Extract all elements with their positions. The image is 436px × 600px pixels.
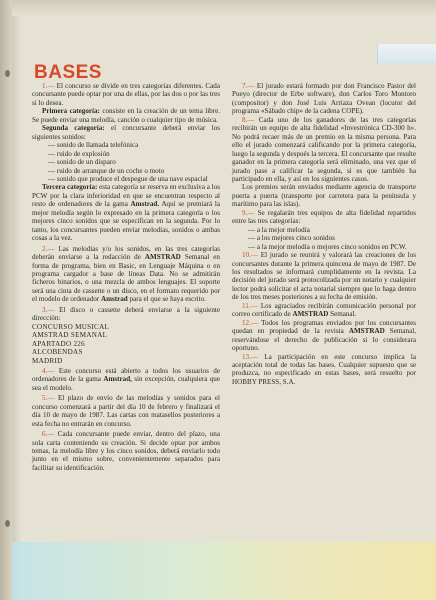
category-label: Segunda categoría: [42, 124, 105, 133]
rule-text: Cada concursante puede enviar, dentro del plazo, una sola carta conteniendo su creación. Si decide optar por ambos temas, la melodía libre y los cinco sonidos, deberá enviarlo todo junto en el mismo sobre, convenientemente separados para facilitar su identificación. [32, 430, 220, 472]
category-label: Primera categoría: [42, 107, 100, 116]
rule-7 [232, 82, 416, 116]
rule-6 [32, 430, 220, 472]
rule-9 [232, 209, 416, 226]
postal-address [32, 323, 220, 365]
rule-number: 6.— [42, 430, 55, 439]
page-title: BASES [34, 62, 102, 83]
rule-text: La participación en este concurso implica la aceptación total de todas las bases. Cualquier supuesto que se produzca, no especificado en estas bases, será resuelto por HOBBY PRESS, S.A. [232, 352, 417, 386]
rule-number: 1.— [42, 82, 55, 90]
rule-text: Los agraciados recibirán comunicación personal por correo certificado de [232, 301, 416, 319]
sound-list [32, 141, 220, 183]
rule-number: 9.— [242, 208, 255, 217]
category-3 [32, 183, 220, 242]
address-line: APARTADO 226 [32, 339, 85, 348]
address-line: CONCURSO MUSICAL [32, 322, 110, 331]
rule-text: Semanal, reservándose el derecho de publicación si lo considerara oportuno. [232, 327, 416, 353]
rule-number: 2.— [42, 244, 55, 253]
rule-text: El concurso se divide en tres categorías diferentes. Cada concursante puede optar por una de ellas, por las dos o por las tres si lo desea. [32, 82, 220, 107]
list-item: — sonido de un disparo [48, 158, 116, 167]
rule-number: 8.— [242, 115, 255, 124]
brand-name: Amstrad. [130, 200, 160, 209]
fold-shadow [12, 0, 22, 600]
rule-text: El jurado estará formado por don Francisco Pastor del Pueyo (director de Erbe software), don Carlos Toro Montoro (compositor) y don José Luis Arriaza Ovean (locutor del programa «Sábado chip» de la cadena COPE). [232, 82, 416, 116]
list-item: — ruido de explosión [48, 149, 110, 158]
binding-hole [5, 70, 10, 77]
rule-number: 4.— [42, 366, 55, 375]
address-line: AMSTRAD SEMANAL [32, 331, 108, 340]
category-text: esta categoría se reserva en exclusiva a los PCW por la clara inferioridad en que se encuentran respecto al resto de ordenadores de la gama [32, 183, 220, 209]
bottom-color-band [12, 542, 436, 600]
category-2 [32, 124, 220, 141]
brand-name: Amstrad [100, 295, 128, 304]
rule-text: El plazo de envío de las melodías y sonidos para el concurso comenzará a partir del día 10 de febrero y finalizará el día 10 de mayo de 1987. Las cartas con matasellos posteriores a esta fecha no entrarán en concurso. [32, 394, 220, 428]
page-top-edge [12, 0, 436, 16]
list-item: — ruido de arranque de un coche o moto [48, 166, 165, 175]
rule-number: 13.— [242, 352, 258, 361]
right-column [232, 82, 416, 386]
rule-text: Los premios serán enviados mediante agencia de transporte puerta a puerta (transporte por carretera para la península y marítimo para las islas). [232, 183, 416, 209]
brand-name: AMSTRAD [292, 310, 329, 319]
list-item: — a los mejores cinco sonidos [248, 234, 335, 243]
page-binding [0, 0, 12, 600]
category-label: Tercera categoría: [42, 183, 98, 192]
rule-13 [232, 353, 416, 387]
category-text: Aquí se premiará la mejor melodía según lo expresado en la primera categoría o los mejores cinco sonidos que se especifican en la segunda. Por lo tanto, los concursantes pueden enviar melodías, sonidos o ambas cosas a la vez. [32, 200, 220, 243]
rule-text: Cada uno de los ganadores de las tres categorías recibirán un equipo de alta fidelidad «Investrónica CD-300 h». No podrá recaer más de un premio en la misma persona. Para ello el jurado comenzará calificando por la primera categoría, luego la segunda y después la tercera. El concursante que resulte ganador en la primera categoría será eliminado, una vez que el jurado pase a calificar la segunda, si es que también ha participado en ella, y así en los siguientes casos. [232, 115, 416, 183]
rule-5 [32, 394, 220, 428]
list-item: — a la mejor melodía [248, 225, 310, 234]
rule-11 [232, 302, 416, 319]
rule-12 [232, 319, 416, 353]
binding-hole [5, 520, 10, 527]
rule-number: 12.— [242, 318, 258, 327]
list-item: — sonido de llamada telefónica [48, 141, 139, 150]
prize-list [232, 226, 416, 251]
list-item: — sonido que produce el despegue de una nave espacial [48, 174, 208, 183]
left-column [32, 82, 220, 472]
brand-name: AMSTRAD [144, 253, 181, 262]
rule-8 [232, 116, 416, 184]
rule-number: 10.— [242, 251, 258, 260]
rule-text: Todos los programas enviados por los concursantes quedan en propiedad de la revista [232, 318, 417, 336]
rule-2 [32, 245, 220, 304]
rule-4 [32, 367, 220, 392]
rule-3 [32, 306, 220, 323]
category-text: el concursante deberá enviar los siguientes sonidos: [32, 124, 220, 141]
address-line: MADRID [32, 356, 63, 365]
rule-number: 3.— [42, 305, 55, 314]
rule-text: Este concurso está abierto a todos los usuarios de ordenadores de la gama [32, 366, 220, 384]
rule-number: 5.— [42, 394, 55, 403]
rule-text: Se regalarán tres equipos de alta fidelidad repartidos entre las tres categorías: [232, 208, 416, 226]
rule-text: Semanal. [330, 310, 357, 319]
prize-shipping [232, 183, 416, 208]
address-line: ALCOBENDAS [32, 348, 83, 357]
category-1 [32, 107, 220, 124]
rule-text: para el que se haya escrito. [129, 295, 206, 304]
rule-text: El jurado se reunirá y valorará las creaciones de los concursantes durante la primera quincena de mayo de 1987. De los resultados se informará cumplidamente en la revista. La decisión del jurado será protocolizada por un notario y cualquier lector podrá solicitar el acta notarial siempre que lo haga dentro de los tres meses posteriores a su fecha de emisión. [232, 251, 416, 302]
rule-text: Semanal en forma de programa, bien en Basic, en Lenguaje Máquina o en programa cargador a base de líneas Data. No se admitirán ficheros binarios, o una mezcla de ambos lenguajes. El soporte será una cinta de cassette o un disco, en el formato requerido por el modelo de ordenador [32, 253, 220, 304]
rule-text: Las melodías y/o los sonidos, en las tres categorías deberán enviarse a la redacción de [32, 244, 220, 262]
category-text: consiste en la creación de un tema libre. Se puede enviar una melodía, canción o cualquier tipo de música. [32, 107, 221, 124]
rule-text: sin excepción, cualquiera que sea el modelo. [32, 375, 220, 392]
brand-name: AMSTRAD [348, 327, 385, 336]
rule-text: El disco o cassette deberá enviarse a la siguiente dirección: [32, 305, 220, 323]
rule-number: 11.— [242, 301, 258, 310]
brand-name: Amstrad, [103, 375, 132, 384]
rule-1 [32, 82, 220, 107]
corner-decoration [377, 44, 436, 64]
rule-number: 7.— [242, 82, 255, 90]
list-item: — a la mejor melodía o mejores cinco sonidos en PCW. [248, 242, 407, 251]
rule-10 [232, 251, 416, 302]
